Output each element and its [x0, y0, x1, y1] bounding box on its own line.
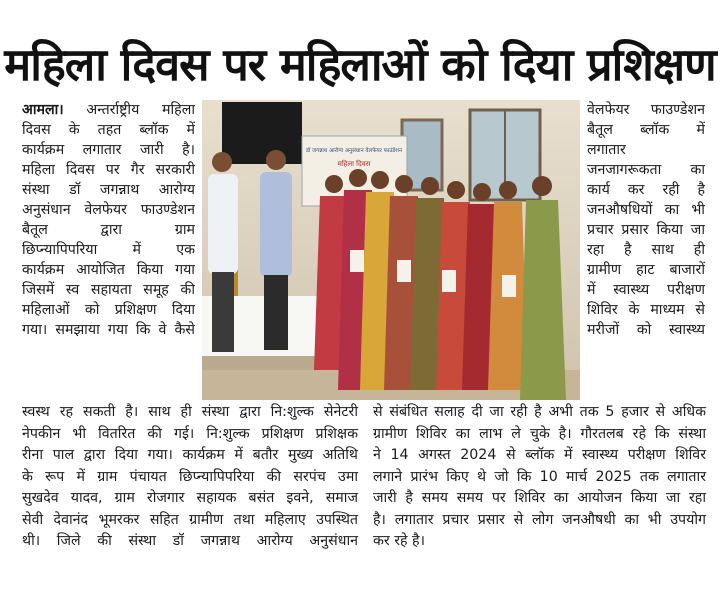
- article-line: ने 14 अगस्त 2024 से ब्लॉक में स्वास्थ्य परीक्षण शिविर: [373, 447, 706, 463]
- article-line: के रूप में ग्राम पंचायत छिप्न्यापिपरिया की सरपंच उमा: [22, 468, 358, 485]
- dateline: आमला।: [22, 102, 64, 118]
- article-line: रहा है साथ ही: [587, 242, 705, 258]
- article-bottom-left: [22, 402, 358, 553]
- article-line: से संबंधित सलाह दी जा रही है अभी तक 5 हजार से अधिक: [373, 404, 706, 420]
- article-line: है। लगातार प्रचार प्रसार से लोग जनऔषधी का भी उपयोग: [373, 511, 706, 528]
- banner-subtitle: महिला दिवस: [337, 160, 371, 168]
- article-line: छिप्न्यापिपरिया में एक: [22, 242, 195, 258]
- article-line: लगाने प्रारंभ किए थे जो कि 10 मार्च 2025 तक लगातार: [373, 468, 706, 485]
- article-line: में स्वास्थ्य परीक्षण: [587, 282, 705, 298]
- article-line: संस्था डॉ जगन्नाथ आरोग्य: [22, 182, 195, 198]
- headline: महिला दिवस पर महिलाओं को दिया प्रशिक्षण: [4, 38, 716, 91]
- article-left-column: [22, 100, 195, 340]
- article-line: महिलाओं को प्रशिक्षण दिया: [22, 302, 195, 318]
- article-line: मरीजों को स्वास्थ्य: [587, 322, 705, 338]
- article-line: कार्यक्रम लगातार जारी है।: [22, 142, 195, 158]
- article-line: जनऔषधियों का भी: [587, 202, 705, 218]
- article-line: लगातार: [587, 142, 626, 158]
- article-line: जारी है समय समय पर शिविर का आयोजन किया जा रहा: [373, 490, 706, 506]
- article-line: जनजागरूकता का: [587, 162, 705, 178]
- women-group-photo: [202, 100, 580, 400]
- article-line: सुखदेव यादव, ग्राम रोजगार सहायक बसंत इवने, समाज: [22, 490, 358, 506]
- article-line: सेवी देवानंद भूमरकर सहित ग्रामीण तथा महिलाए उपस्थित: [22, 511, 358, 528]
- article-bottom-right: [373, 402, 706, 553]
- article-line: थी। जिले की संस्था डॉ जगन्नाथ आरोग्य अनुसंधान: [22, 533, 358, 549]
- article-line: कार्य कर रही है: [587, 182, 705, 198]
- article-line: आमला। अन्तर्राष्ट्रीय महिला: [22, 102, 195, 118]
- article-line: कर रहे है।: [373, 533, 425, 549]
- article-line: वेलफेयर फाउण्डेशन: [587, 102, 705, 118]
- article-line: बैतूल ब्लॉक में: [587, 122, 705, 138]
- article-line: रीना पाल द्वारा दिया गया। कार्यक्रम में बतौर मुख्य अतिथि: [22, 447, 358, 463]
- article-line: अनुसंधान वेलफेयर फाउण्डेशन: [22, 202, 195, 218]
- article-line: शिविर के माध्यम से: [587, 302, 705, 318]
- article-line: स्वस्थ रह सकती है। साथ ही संस्था द्वारा नि:शुल्क सेनेटरी: [22, 404, 358, 420]
- article-line: प्रचार प्रसार किया जा: [587, 222, 705, 238]
- banner-title: डॉ जगन्नाथ आरोग्य अनुसंधान वेलफेयर फाउंडेशन: [305, 148, 403, 154]
- article-line: कार्यक्रम आयोजित किया गया: [22, 262, 195, 278]
- article-line: ग्रामीण हाट बाजारों: [587, 262, 705, 278]
- article-line: महिला दिवस पर गैर सरकारी: [22, 162, 195, 178]
- article-right-column: [587, 100, 705, 340]
- news-photo: [202, 100, 580, 400]
- article-line: ग्रामीण शिविर का लाभ ले चुके है। गौरतलब रहे कि संस्था: [373, 425, 706, 442]
- article-line: जिसमें स्व सहायता समूह की: [22, 282, 195, 298]
- article-line: बैतूल द्वारा ग्राम: [22, 222, 195, 238]
- article-line: दिवस के तहत ब्लॉक में: [22, 122, 195, 138]
- article-line: नेपकीन भी वितरित की गई। नि:शुल्क प्रशिक्षण प्रशिक्षक: [22, 425, 358, 442]
- article-line: गया। समझाया गया कि वे कैसे: [22, 322, 195, 338]
